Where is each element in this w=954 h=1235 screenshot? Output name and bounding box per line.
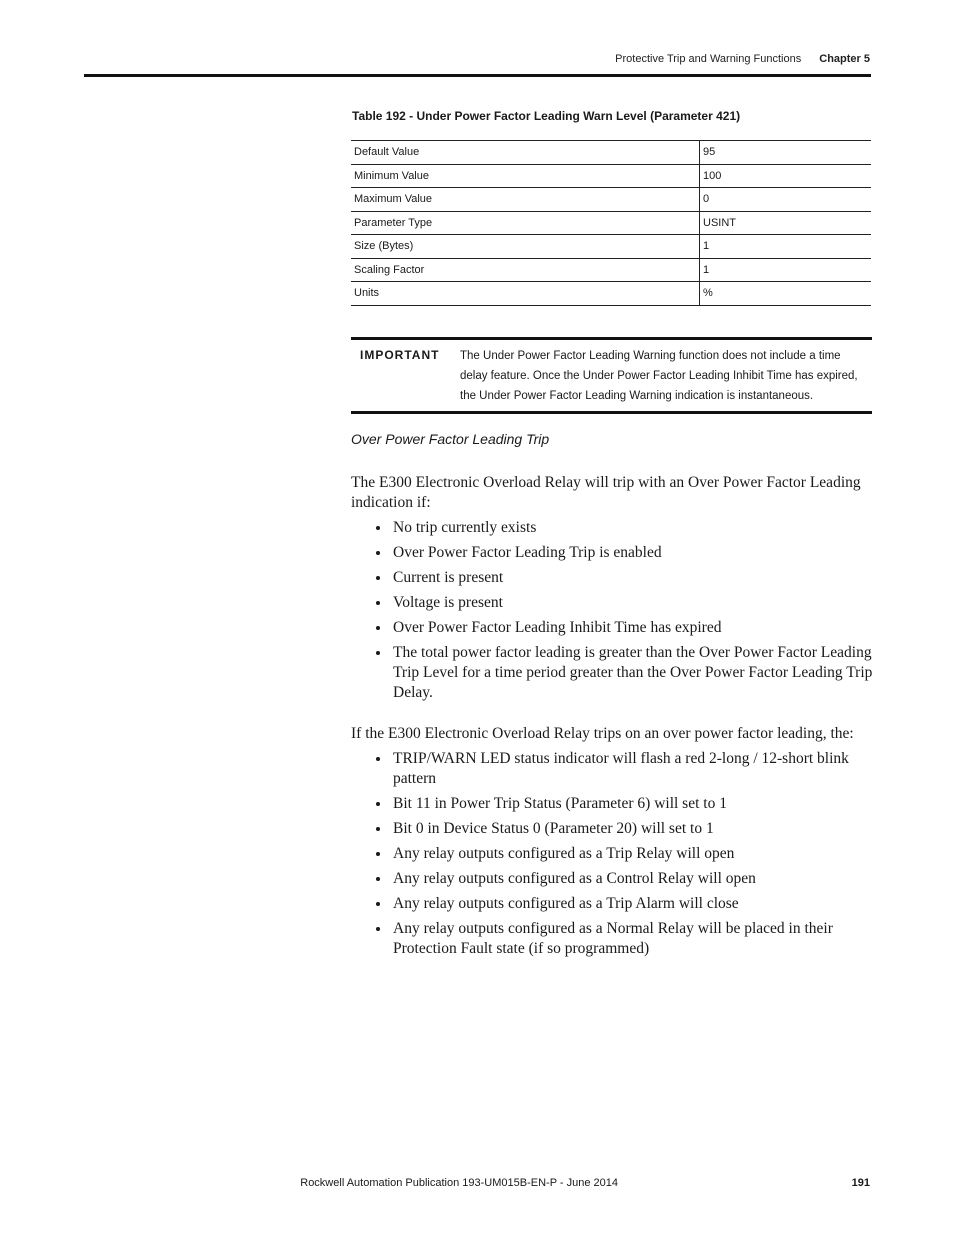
list-item: TRIP/WARN LED status indicator will flash a red 2-long / 12-short blink pattern — [393, 749, 873, 789]
list-item: Bit 0 in Device Status 0 (Parameter 20) will set to 1 — [393, 819, 873, 839]
parameter-table — [351, 140, 871, 306]
page-number: 191 — [851, 1177, 870, 1189]
header-rule — [84, 74, 871, 77]
result-intro-paragraph: If the E300 Electronic Overload Relay trips on an over power factor leading, the: — [351, 725, 854, 742]
list-item: Any relay outputs configured as a Trip Alarm will close — [393, 894, 873, 914]
table-row — [351, 211, 871, 235]
important-text: The Under Power Factor Leading Warning function does not include a time delay feature. Once the Under Power Factor Leading Inhibit Time has expired, the Under Power Factor Leading Warning indication is instantaneous. — [460, 350, 858, 402]
list-item: Current is present — [393, 568, 873, 588]
row-label: Parameter Type — [351, 211, 700, 235]
row-label: Size (Bytes) — [351, 235, 700, 259]
footer-publication: Rockwell Automation Publication 193-UM015B-EN-P - June 2014 — [300, 1177, 618, 1189]
list-item: No trip currently exists — [393, 518, 873, 538]
table-row — [351, 235, 871, 259]
list-item: Voltage is present — [393, 593, 873, 613]
table-caption: Table 192 - Under Power Factor Leading Warn Level (Parameter 421) — [352, 109, 741, 123]
header-chapter: Chapter 5 — [819, 53, 870, 65]
row-value: 1 — [700, 235, 872, 259]
table-row — [351, 188, 871, 212]
row-value: 95 — [700, 141, 872, 165]
row-label: Scaling Factor — [351, 258, 700, 282]
trip-results-list — [393, 749, 873, 964]
table-row — [351, 282, 871, 306]
running-header — [615, 53, 870, 65]
header-section-title: Protective Trip and Warning Functions — [615, 53, 802, 65]
list-item: Over Power Factor Leading Inhibit Time has expired — [393, 618, 873, 638]
row-value: 100 — [700, 164, 872, 188]
list-item: The total power factor leading is greater than the Over Power Factor Leading Trip Level for a time period greater than the Over Power Factor Leading Trip Delay. — [393, 644, 873, 701]
row-value: 0 — [700, 188, 872, 212]
trip-conditions-list — [393, 518, 873, 708]
list-item: Bit 11 in Power Trip Status (Parameter 6) will set to 1 — [393, 794, 873, 814]
row-label: Units — [351, 282, 700, 306]
important-callout — [351, 337, 872, 414]
row-label: Maximum Value — [351, 188, 700, 212]
row-label: Default Value — [351, 141, 700, 165]
section-heading: Over Power Factor Leading Trip — [351, 431, 550, 447]
table-row — [351, 141, 871, 165]
row-value: % — [700, 282, 872, 306]
table-row — [351, 258, 871, 282]
list-item: Any relay outputs configured as a Trip Relay will open — [393, 844, 873, 864]
row-label: Minimum Value — [351, 164, 700, 188]
row-value: 1 — [700, 258, 872, 282]
trip-intro-paragraph: The E300 Electronic Overload Relay will trip with an Over Power Factor Leading indication if: — [351, 474, 861, 511]
list-item: Any relay outputs configured as a Control Relay will open — [393, 869, 873, 889]
important-label: IMPORTANT — [360, 348, 440, 362]
list-item: Over Power Factor Leading Trip is enabled — [393, 543, 873, 563]
list-item: Any relay outputs configured as a Normal Relay will be placed in their Protection Fault state (if so programmed) — [393, 919, 873, 959]
row-value: USINT — [700, 211, 872, 235]
table-row — [351, 164, 871, 188]
